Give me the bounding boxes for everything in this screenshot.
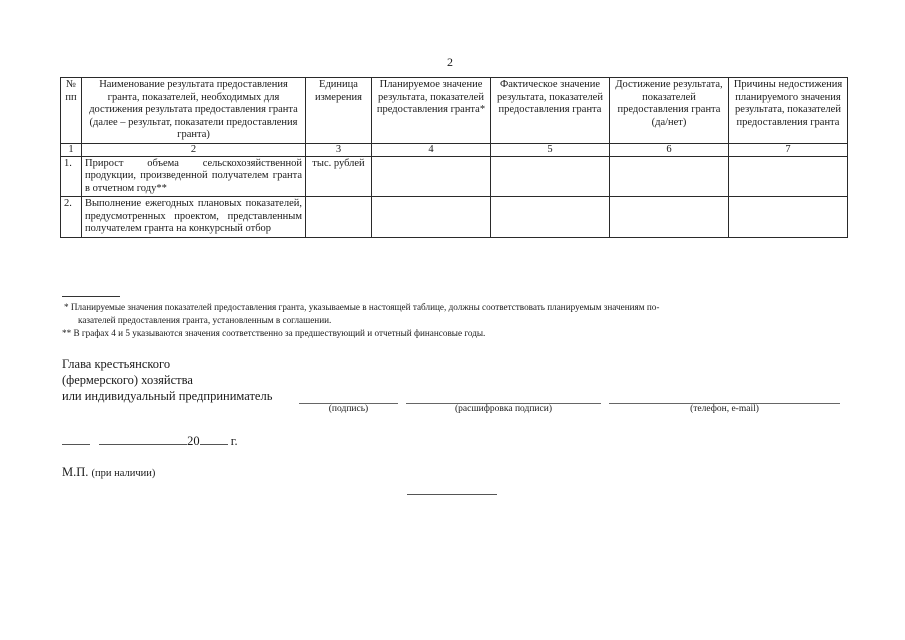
- stamp-place: [62, 465, 155, 480]
- row-achieved-cell[interactable]: [610, 197, 729, 238]
- signer-title-line: или индивидуальный предприниматель: [62, 389, 273, 403]
- signature-block: [62, 356, 272, 404]
- header-col-reasons: Причины недостижения планируемого значения результата, показателей предоставления гранта: [729, 78, 848, 144]
- table-header-row: [61, 78, 848, 144]
- column-number: 6: [610, 143, 729, 156]
- row-unit: тыс. рублей: [306, 156, 372, 197]
- row-reasons-cell[interactable]: [729, 197, 848, 238]
- column-number: 7: [729, 143, 848, 156]
- column-number: 3: [306, 143, 372, 156]
- year-field[interactable]: [200, 433, 228, 445]
- column-number: 4: [372, 143, 491, 156]
- stamp-note: (при наличии): [91, 468, 156, 479]
- page-number: 2: [447, 55, 453, 69]
- caption-contact: (телефон, e-mail): [690, 404, 759, 414]
- row-planned-cell[interactable]: [372, 197, 491, 238]
- row-achieved-cell[interactable]: [610, 156, 729, 197]
- caption-signature-decode: (расшифровка подписи): [455, 404, 552, 414]
- row-actual-cell[interactable]: [491, 156, 610, 197]
- results-table: [60, 77, 848, 238]
- column-number-row: [61, 143, 848, 156]
- header-col-unit: Единица измерения: [306, 78, 372, 144]
- stamp-label: М.П.: [62, 465, 89, 479]
- row-number: 2.: [61, 197, 82, 238]
- month-field[interactable]: [99, 433, 187, 445]
- footnote-line: казателей предоставления гранта, установленным в соглашении.: [78, 314, 332, 325]
- row-actual-cell[interactable]: [491, 197, 610, 238]
- row-name: Выполнение ежегодных плановых показателей, предусмотренных проектом, представленным получателем гранта на конкурсный отбор: [82, 197, 306, 238]
- column-number: 5: [491, 143, 610, 156]
- column-number: 2: [82, 143, 306, 156]
- end-divider: [407, 494, 497, 495]
- column-number: 1: [61, 143, 82, 156]
- header-col-name: Наименование результата предоставления гранта, показателей, необходимых для достижения результата предоставления гранта (далее – результат, показатели предоставления гранта): [82, 78, 306, 144]
- footnote-columns: ** В графах 4 и 5 указываются значения соответственно за предшествующий и отчетный финансовые годы.: [62, 328, 486, 338]
- footnote-divider: [62, 296, 120, 297]
- year-suffix: г.: [230, 434, 238, 448]
- signer-title-line: Глава крестьянского: [62, 357, 171, 371]
- signer-title-line: (фермерского) хозяйства: [62, 373, 193, 387]
- caption-signature: (подпись): [328, 404, 369, 414]
- row-number: 1.: [61, 156, 82, 197]
- header-col-number: № пп: [61, 78, 82, 144]
- header-col-achieved: Достижение результата, показателей предоставления гранта (да/нет): [610, 78, 729, 144]
- header-col-planned: Планируемое значение результата, показателей предоставления гранта*: [372, 78, 491, 144]
- table-row: [61, 197, 848, 238]
- row-name: Прирост объема сельскохозяйственной продукции, произведенной получателем гранта в отчетном году**: [82, 156, 306, 197]
- header-col-actual: Фактическое значение результата, показателей предоставления гранта: [491, 78, 610, 144]
- day-field[interactable]: [62, 433, 90, 445]
- table-row: [61, 156, 848, 197]
- row-reasons-cell[interactable]: [729, 156, 848, 197]
- row-unit[interactable]: [306, 197, 372, 238]
- year-prefix: 20: [187, 434, 200, 448]
- row-planned-cell[interactable]: [372, 156, 491, 197]
- date-line: [62, 433, 238, 449]
- footnote-line: * Планируемые значения показателей предоставления гранта, указываемые в настоящей таблице, должны соответствовать планируемым значениям по-: [64, 302, 660, 312]
- footnote-planned-values: [64, 301, 849, 326]
